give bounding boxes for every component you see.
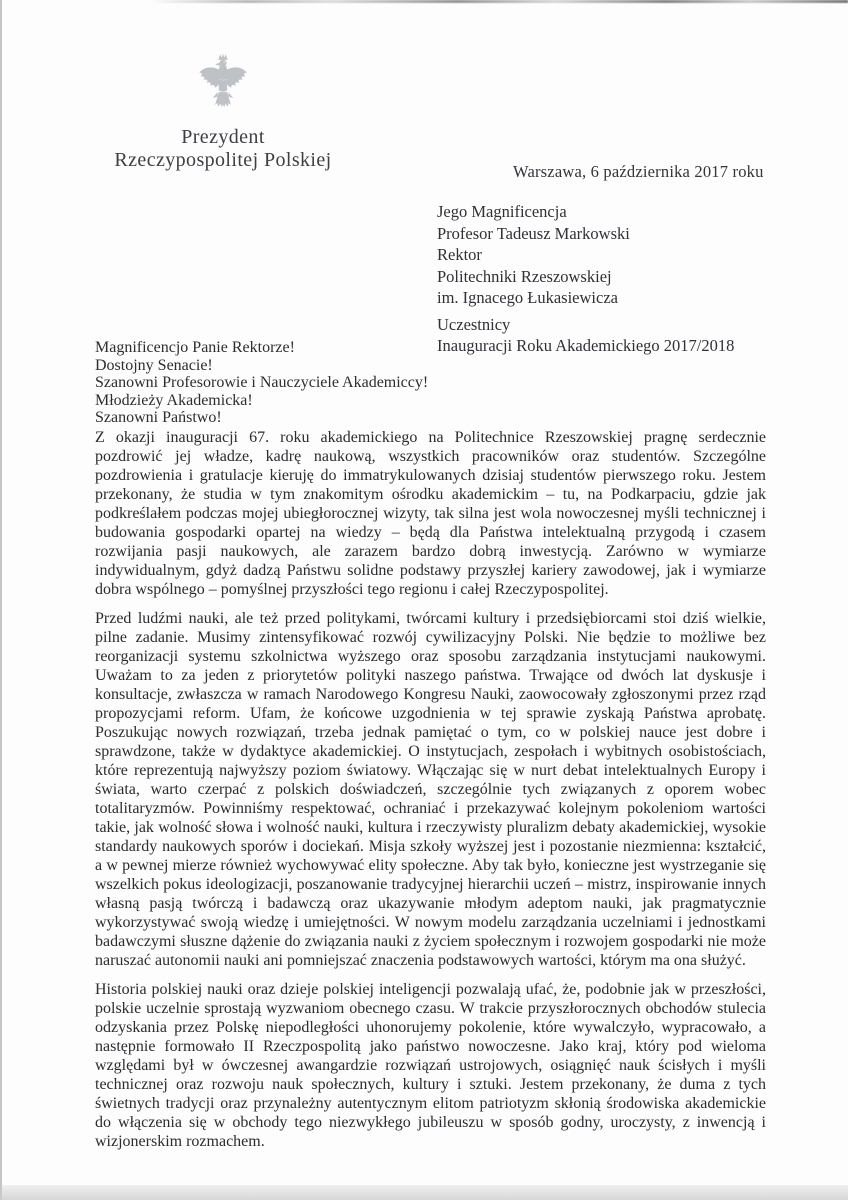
recipient-line-institution: Politechniki Rzeszowskiej	[437, 266, 612, 286]
paragraph-2: Przed ludźmi nauki, ale też przed politykami, twórcami kultury i przedsiębiorcami stoi dziś wielkie, pilne zadanie. Musimy zintensyfikować rozwój cywilizacyjny Polski. Nie będzie to możliwe bez reorganizacji systemu szkolnictwa wyższego oraz sposobu zarządzania instytucjami naukowymi. Uważam to za jeden z priorytetów polityki naszego państwa. Trwające od dwóch lat dyskusje i konsultacje, zwłaszcza w ramach Narodowego Kongresu Nauki, zaowocowały zgłoszonymi przez rząd propozycjami reform. Ufam, że końcowe uzgodnienia w tej sprawie zyskają Państwa aprobatę. Poszukując nowych rozwiązań, trzeba jednak pamiętać o tym, co w polskiej nauce jest dobre i sprawdzone, także w dydaktyce akademickiej. O instytucjach, zespołach i wybitnych osobistościach, które reprezentują najwyższy poziom światowy. Włączając się w nurt debat intelektualnych Europy i świata, warto czerpać z polskich doświadczeń, szczególnie tych związanych z oporem wobec totalitaryzmów. Powinniśmy respektować, ochraniać i przekazywać kolejnym pokoleniom wartości takie, jak wolność słowa i wolność nauki, kultura i rzeczywisty pluralizm debaty akademickiej, wysokie standardy naukowych sporów i dociekań. Misja szkoły wyższej jest i pozostanie niezmienna: kształcić, a w pewnej mierze również wychowywać elity społeczne. Aby tak było, konieczne jest wystrzeganie się wszelkich pokus ideologizacji, poszanowanie tradycyjnej hierarchii uczeń – mistrz, inspirowanie innych własną pasją twórczą i badawczą oraz ukazywanie młodym adeptom nauki, jak pragmatycznie wykorzystywać swoją wiedzę i umiejętności. W nowym modelu zarządzania uczelniami i jednostkami badawczymi słuszne dążenie do związania nauki z życiem społecznym i rozwojem gospodarki nie może naruszać autonomii nauki ani pomniejszać znaczenia podstawowych wartości, którym ma ona służyć.	[95, 610, 766, 969]
scan-artifact-top-edge	[150, 0, 848, 3]
dateline: Warszawa, 6 października 2017 roku	[513, 162, 764, 181]
salutation-block	[95, 339, 428, 427]
paragraph-3: Historia polskiej nauki oraz dzieje polskiej inteligencji pozwalają ufać, że, podobnie jak w przeszłości, polskie uczelnie sprostają wyzwaniom obecnego czasu. W trakcie przyszłorocznych obchodów stulecia odzyskania przez Polskę niepodległości uhonorujemy pokolenie, które wywalczyło, wypracowało, a następnie formowało II Rzeczpospolitą jako państwo nowoczesne. Jako kraj, który pod wieloma względami był w ówczesnej awangardzie rozwiązań ustrojowych, osiągnięć nauk ścisłych i myśli technicznej oraz rozwoju nauk społecznych, kultury i sztuki. Jestem przekonany, że duma z tych świetnych tradycji oraz przynależny autentycznym elitom patriotyzm skłonią środowiska akademickie do włączenia się w obchody tego niezwykłego jubileuszu w sposób godny, uroczysty, z inwencją i wizjonerskim rozmachem.	[95, 981, 766, 1150]
letterhead-title-line1: Prezydent	[181, 126, 265, 148]
salutation-general: Szanowni Państwo!	[95, 409, 222, 427]
salutation-professors: Szanowni Profesorowie i Nauczyciele Akademiccy!	[95, 374, 429, 392]
recipient-line-title: Rektor	[437, 245, 482, 264]
salutation-rector: Magnificencjo Panie Rektorze!	[95, 339, 295, 356]
scan-artifact-bottom-edge	[0, 1185, 848, 1200]
recipient-line-name: Profesor Tadeusz Markowski	[437, 223, 630, 243]
recipient-line-event: Inauguracji Roku Akademickiego 2017/2018	[437, 336, 735, 355]
recipient-block	[437, 201, 734, 357]
recipient-line-participants: Uczestnicy	[437, 314, 511, 334]
letterhead	[85, 52, 361, 172]
polish-eagle-emblem-icon	[195, 52, 251, 122]
recipient-line-institution-patron: im. Ignacego Łukasiewicza	[437, 288, 618, 307]
paragraph-1: Z okazji inauguracji 67. roku akademickiego na Politechnice Rzeszowskiej pragnę serdecznie pozdrowić jej władze, kadrę naukową, wszystkich pracowników oraz studentów. Szczególne pozdrowienia i gratulacje kieruję do immatrykulowanych dzisiaj studentów pierwszego roku. Jestem przekonany, że studia w tym znakomitym ośrodku akademickim – tu, na Podkarpaciu, gdzie jak podkreślałem podczas mojej ubiegłorocznej wizyty, tak silna jest wola nowoczesnej myśli technicznej i budowania gospodarki opartej na wiedzy – będą dla Państwa intelektualną przygodą i czasem rozwijania pasji naukowych, ale zarazem bardzo dobrą inwestycją. Zarówno w wymiarze indywidualnym, gdyż dadzą Państwu solidne podstawy przyszłej kariery zawodowej, jak i wymiarze dobra wspólnego – pomyślnej przyszłości tego regionu i całej Rzeczypospolitej.	[95, 429, 766, 598]
letter-body	[95, 428, 766, 1161]
salutation-students: Młodzieży Akademicka!	[95, 391, 253, 409]
recipient-line-honorific: Jego Magnificencja	[437, 202, 567, 221]
scan-artifact-left-edge	[0, 0, 2, 1200]
letterhead-title-line2: Rzeczypospolitej Polskiej	[114, 149, 332, 171]
salutation-senate: Dostojny Senacie!	[95, 356, 213, 374]
